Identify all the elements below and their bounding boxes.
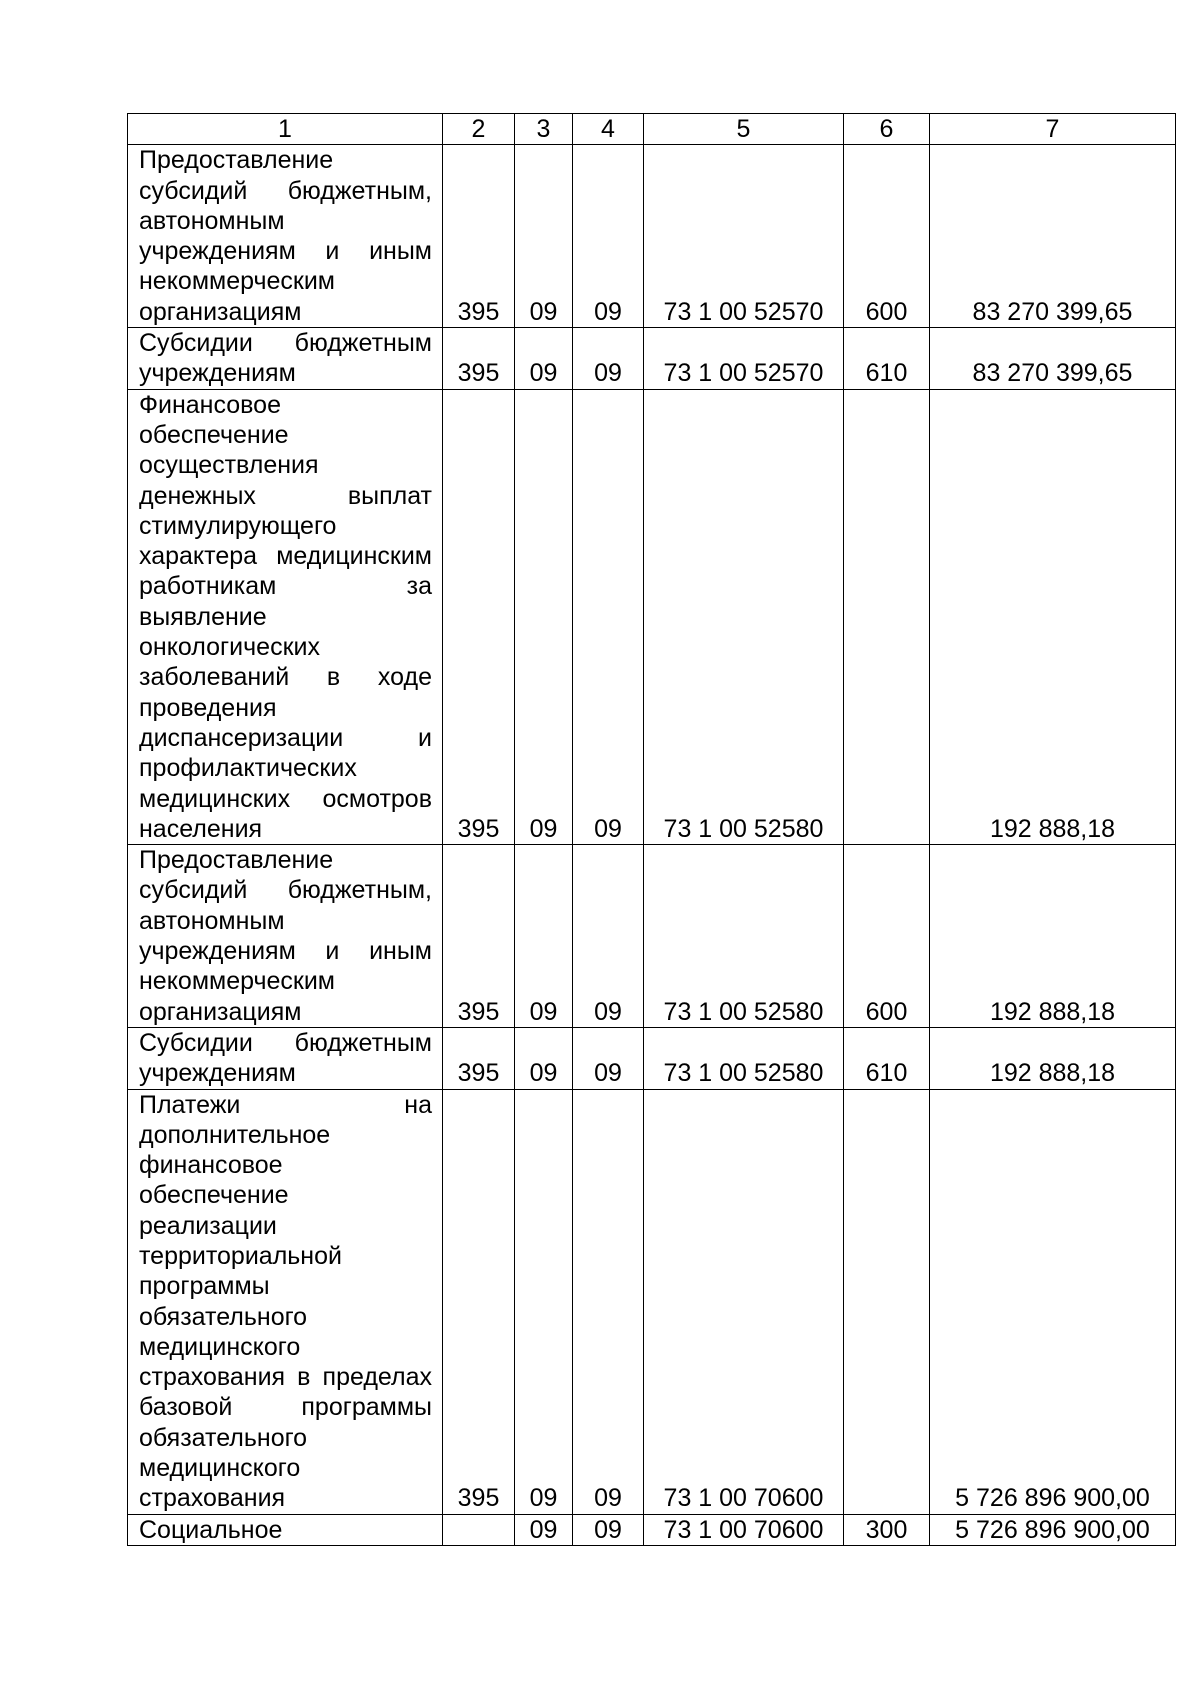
amount-cell: 83 270 399,65 [930, 328, 1176, 390]
column-header: 5 [644, 114, 844, 145]
code-cell: 395 [443, 1027, 515, 1089]
amount-cell: 192 888,18 [930, 845, 1176, 1028]
section-cell: 09 [515, 1089, 573, 1514]
target-article-cell: 73 1 00 70600 [644, 1514, 844, 1545]
table-row [128, 1089, 1176, 1514]
subsection-cell: 09 [573, 328, 644, 390]
target-article-cell: 73 1 00 52570 [644, 145, 844, 328]
amount-cell: 5 726 896 900,00 [930, 1089, 1176, 1514]
code-cell [443, 1514, 515, 1545]
section-cell: 09 [515, 145, 573, 328]
target-article-cell: 73 1 00 70600 [644, 1089, 844, 1514]
amount-cell: 192 888,18 [930, 1027, 1176, 1089]
row-name-cell: Платежи на дополнительное финансовое обеспечение реализации территориальной программы обязательного медицинского страхования в пределах базовой программы обязательного медицинского страхования [128, 1089, 443, 1514]
subsection-cell: 09 [573, 389, 644, 844]
subsection-cell: 09 [573, 1089, 644, 1514]
row-name-cell: Предоставление субсидий бюджетным, автономным учреждениям и иным некоммерческим организациям [128, 145, 443, 328]
code-cell: 395 [443, 1089, 515, 1514]
column-header: 6 [844, 114, 930, 145]
code-cell: 395 [443, 389, 515, 844]
expense-type-cell [844, 1089, 930, 1514]
column-header: 4 [573, 114, 644, 145]
budget-table [127, 113, 1176, 1546]
section-cell: 09 [515, 1027, 573, 1089]
column-header: 2 [443, 114, 515, 145]
table-row [128, 145, 1176, 328]
row-name-cell: Социальное [128, 1514, 443, 1545]
amount-cell: 192 888,18 [930, 389, 1176, 844]
table-row [128, 1027, 1176, 1089]
row-name-cell: Субсидии бюджетным учреждениям [128, 328, 443, 390]
expense-type-cell: 600 [844, 145, 930, 328]
row-name-cell: Финансовое обеспечение осуществления денежных выплат стимулирующего характера медицинским работникам за выявление онкологических заболеваний в ходе проведения диспансеризации и профилактических медицинских осмотров населения [128, 389, 443, 844]
subsection-cell: 09 [573, 145, 644, 328]
expense-type-cell: 610 [844, 328, 930, 390]
expense-type-cell: 300 [844, 1514, 930, 1545]
section-cell: 09 [515, 328, 573, 390]
column-header: 7 [930, 114, 1176, 145]
section-cell: 09 [515, 389, 573, 844]
expense-type-cell: 600 [844, 845, 930, 1028]
code-cell: 395 [443, 328, 515, 390]
target-article-cell: 73 1 00 52570 [644, 328, 844, 390]
expense-type-cell: 610 [844, 1027, 930, 1089]
column-header: 1 [128, 114, 443, 145]
amount-cell: 83 270 399,65 [930, 145, 1176, 328]
subsection-cell: 09 [573, 1514, 644, 1545]
column-header: 3 [515, 114, 573, 145]
section-cell: 09 [515, 845, 573, 1028]
code-cell: 395 [443, 145, 515, 328]
section-cell: 09 [515, 1514, 573, 1545]
table-row [128, 1514, 1176, 1545]
target-article-cell: 73 1 00 52580 [644, 389, 844, 844]
table-row [128, 389, 1176, 844]
table-row [128, 328, 1176, 390]
row-name-cell: Субсидии бюджетным учреждениям [128, 1027, 443, 1089]
subsection-cell: 09 [573, 845, 644, 1028]
table-row [128, 845, 1176, 1028]
code-cell: 395 [443, 845, 515, 1028]
target-article-cell: 73 1 00 52580 [644, 1027, 844, 1089]
target-article-cell: 73 1 00 52580 [644, 845, 844, 1028]
amount-cell: 5 726 896 900,00 [930, 1514, 1176, 1545]
table-header-row [128, 114, 1176, 145]
expense-type-cell [844, 389, 930, 844]
row-name-cell: Предоставление субсидий бюджетным, автономным учреждениям и иным некоммерческим организациям [128, 845, 443, 1028]
subsection-cell: 09 [573, 1027, 644, 1089]
